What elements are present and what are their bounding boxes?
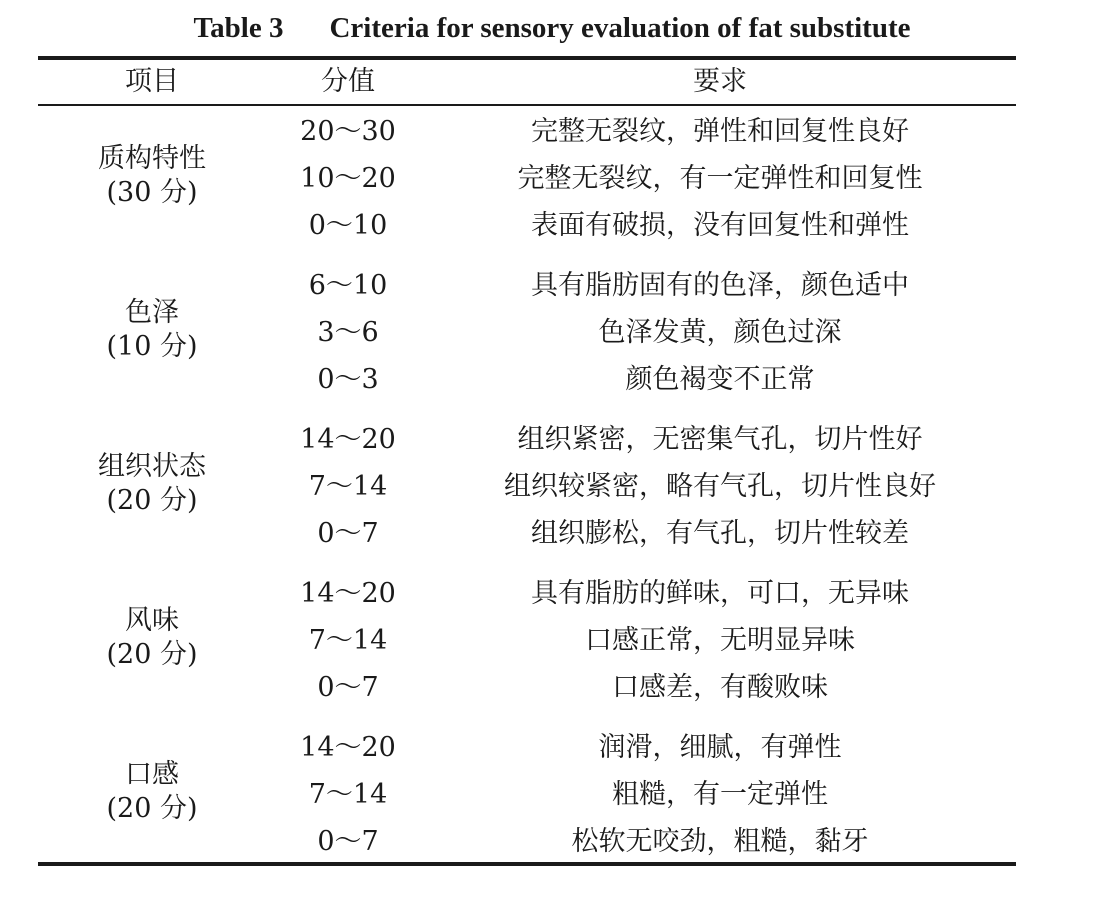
score-range: 20～30 [300, 116, 396, 147]
table-row [0, 771, 1104, 818]
header-rule [38, 104, 1016, 106]
requirement-text: 具有脂肪固有的色泽，颜色适中 [531, 270, 909, 301]
score-range: 6～10 [308, 270, 388, 301]
header-score: 分值 [321, 66, 375, 97]
header-requirement: 要求 [693, 66, 747, 97]
group-name: 质构特性 [98, 143, 206, 174]
score-range: 10～20 [300, 163, 396, 194]
table-row [0, 108, 1104, 155]
table-row [0, 202, 1104, 249]
group-points: (10 分) [106, 331, 198, 362]
table-number: Table 3 [193, 12, 284, 44]
table-row [0, 356, 1104, 403]
table-row [0, 570, 1104, 617]
group-name: 口感 [125, 759, 179, 790]
score-range: 0～7 [317, 672, 379, 703]
score-range: 0～3 [317, 364, 379, 395]
requirement-text: 色泽发黄，颜色过深 [598, 317, 842, 348]
requirement-text: 组织紧密，无密集气孔，切片性好 [517, 424, 923, 455]
table-row [0, 664, 1104, 711]
score-range: 7～14 [308, 625, 388, 656]
requirement-text: 完整无裂纹，弹性和回复性良好 [531, 116, 909, 147]
requirement-text: 润滑，细腻，有弹性 [598, 732, 842, 763]
table-row [0, 262, 1104, 309]
group-points: (20 分) [106, 639, 198, 670]
bottom-rule [38, 862, 1016, 866]
score-range: 0～7 [317, 826, 379, 857]
table-title: Criteria for sensory evaluation of fat substitute [329, 12, 911, 44]
table-row [0, 617, 1104, 664]
score-range: 14～20 [300, 424, 396, 455]
table-row [0, 510, 1104, 557]
group-name: 组织状态 [98, 451, 206, 482]
criteria-group-texture [0, 108, 1104, 248]
requirement-text: 表面有破损，没有回复性和弹性 [531, 210, 909, 241]
table-row [0, 463, 1104, 510]
group-name: 风味 [125, 605, 179, 636]
group-points: (30 分) [106, 177, 198, 208]
requirement-text: 松软无咬劲，粗糙，黏牙 [571, 826, 869, 857]
header-item: 项目 [125, 66, 179, 97]
group-points: (20 分) [106, 793, 198, 824]
score-range: 14～20 [300, 578, 396, 609]
requirement-text: 组织膨松，有气孔，切片性较差 [531, 518, 909, 549]
requirement-text: 粗糙，有一定弹性 [612, 779, 828, 810]
score-range: 0～10 [308, 210, 388, 241]
table-row [0, 724, 1104, 771]
criteria-group-mouthfeel [0, 724, 1104, 864]
criteria-group-color [0, 262, 1104, 402]
table-row [0, 818, 1104, 865]
score-range: 0～7 [317, 518, 379, 549]
requirement-text: 颜色褐变不正常 [625, 364, 815, 395]
criteria-group-flavor [0, 570, 1104, 710]
requirement-text: 口感差，有酸败味 [612, 672, 828, 703]
table-row [0, 416, 1104, 463]
score-range: 7～14 [308, 471, 388, 502]
score-range: 3～6 [317, 317, 379, 348]
requirement-text: 完整无裂纹，有一定弹性和回复性 [517, 163, 923, 194]
criteria-group-structure [0, 416, 1104, 556]
requirement-text: 口感正常，无明显异味 [585, 625, 855, 656]
group-points: (20 分) [106, 485, 198, 516]
requirement-text: 组织较紧密，略有气孔，切片性良好 [504, 471, 936, 502]
requirement-text: 具有脂肪的鲜味，可口，无异味 [531, 578, 909, 609]
score-range: 14～20 [300, 732, 396, 763]
table-row [0, 155, 1104, 202]
table-caption [0, 10, 1104, 46]
table-row [0, 309, 1104, 356]
score-range: 7～14 [308, 779, 388, 810]
group-name: 色泽 [125, 297, 179, 328]
